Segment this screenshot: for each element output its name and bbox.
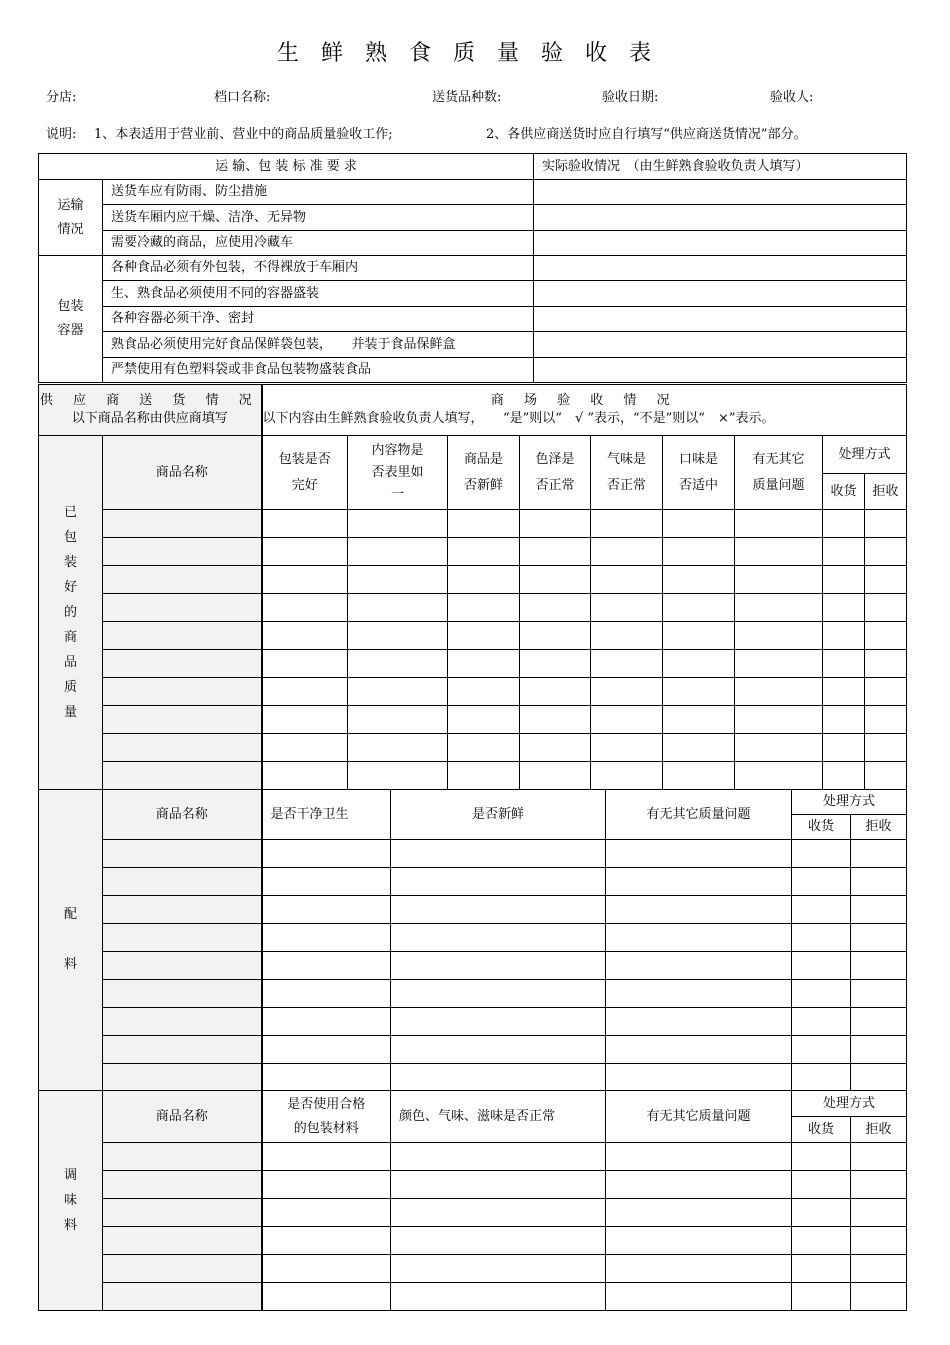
product-name-cell[interactable] <box>103 1064 262 1091</box>
check-cell[interactable] <box>348 622 448 650</box>
check-cell[interactable] <box>391 1199 606 1227</box>
product-name-cell[interactable] <box>103 1255 262 1283</box>
product-name-cell[interactable] <box>103 510 262 538</box>
check-cell[interactable] <box>591 594 663 622</box>
reject-cell[interactable] <box>865 650 907 678</box>
product-name-cell[interactable] <box>103 678 262 706</box>
check-cell[interactable] <box>448 706 520 734</box>
receive-cell[interactable] <box>792 1143 851 1171</box>
transport-item: 需要冷藏的商品，应使用冷藏车 <box>103 231 534 256</box>
check-cell[interactable] <box>520 650 591 678</box>
check-cell[interactable] <box>448 734 520 762</box>
check-cell[interactable] <box>735 762 823 790</box>
check-cell[interactable] <box>735 650 823 678</box>
receive-cell[interactable] <box>792 896 851 924</box>
reject-cell[interactable] <box>851 840 907 868</box>
check-cell[interactable] <box>606 840 792 868</box>
receive-header: 收货 <box>792 1117 851 1143</box>
transport-item: 送货车厢内应干燥、洁净、无异物 <box>103 205 534 231</box>
inspection-cell[interactable] <box>534 281 907 307</box>
product-name-cell[interactable] <box>103 1143 262 1171</box>
receive-cell[interactable] <box>823 734 865 762</box>
product-name-cell[interactable] <box>103 650 262 678</box>
check-cell[interactable] <box>520 594 591 622</box>
reject-cell[interactable] <box>865 594 907 622</box>
receive-cell[interactable] <box>823 566 865 594</box>
product-name-cell[interactable] <box>103 896 262 924</box>
reject-cell[interactable] <box>851 1008 907 1036</box>
receive-cell[interactable] <box>792 952 851 980</box>
check-cell[interactable] <box>520 566 591 594</box>
check-cell[interactable] <box>663 566 735 594</box>
check-cell[interactable] <box>520 678 591 706</box>
product-name-cell[interactable] <box>103 952 262 980</box>
reject-header: 拒收 <box>865 474 907 510</box>
check-cell[interactable] <box>348 734 448 762</box>
col-header: 口味是否适中 <box>663 436 735 510</box>
reject-cell[interactable] <box>865 538 907 566</box>
check-cell[interactable] <box>391 1283 606 1311</box>
check-cell[interactable] <box>663 538 735 566</box>
ingredients-table <box>38 789 907 1091</box>
receive-cell[interactable] <box>792 1008 851 1036</box>
receive-cell[interactable] <box>792 980 851 1008</box>
store-inspection-section <box>262 385 907 436</box>
check-cell[interactable] <box>262 538 348 566</box>
supplier-title: 供 应 商 送 货 情 况 <box>39 393 260 408</box>
check-cell[interactable] <box>606 1036 792 1064</box>
col-header: 商品是否新鲜 <box>448 436 520 510</box>
check-cell[interactable] <box>591 762 663 790</box>
product-name-cell[interactable] <box>103 734 262 762</box>
check-cell[interactable] <box>262 1227 391 1255</box>
col-header: 包装是否完好 <box>262 436 348 510</box>
receive-cell[interactable] <box>823 678 865 706</box>
reject-cell[interactable] <box>851 1036 907 1064</box>
check-cell[interactable] <box>262 952 391 980</box>
check-cell[interactable] <box>262 840 391 868</box>
note-item-2: 2、各供应商送货时应自行填写“供应商送货情况”部分。 <box>486 127 807 142</box>
check-cell[interactable] <box>663 650 735 678</box>
check-cell[interactable] <box>262 1064 391 1091</box>
check-cell[interactable] <box>663 762 735 790</box>
check-cell[interactable] <box>391 980 606 1008</box>
check-cell[interactable] <box>520 762 591 790</box>
transport-group-label: 运输情况 <box>39 180 103 256</box>
check-cell[interactable] <box>448 566 520 594</box>
receive-cell[interactable] <box>823 594 865 622</box>
check-cell[interactable] <box>262 1171 391 1199</box>
check-cell[interactable] <box>262 1199 391 1227</box>
transport-table <box>38 153 907 383</box>
product-name-header: 商品名称 <box>103 790 262 840</box>
check-cell[interactable] <box>262 762 348 790</box>
receive-header: 收货 <box>823 474 865 510</box>
check-cell[interactable] <box>391 840 606 868</box>
check-cell[interactable] <box>606 1283 792 1311</box>
check-cell[interactable] <box>262 678 348 706</box>
col-header: 有无其它质量问题 <box>606 1091 792 1143</box>
product-name-cell[interactable] <box>103 762 262 790</box>
check-cell[interactable] <box>663 510 735 538</box>
reject-cell[interactable] <box>865 622 907 650</box>
check-cell[interactable] <box>391 1255 606 1283</box>
check-cell[interactable] <box>348 650 448 678</box>
check-cell[interactable] <box>735 734 823 762</box>
inspection-cell[interactable] <box>534 205 907 231</box>
reject-cell[interactable] <box>851 1171 907 1199</box>
check-cell[interactable] <box>606 1255 792 1283</box>
reject-cell[interactable] <box>851 1255 907 1283</box>
product-name-header: 商品名称 <box>103 1091 262 1143</box>
check-cell[interactable] <box>262 1143 391 1171</box>
supplier-subtitle: 以下商品名称由供应商填写 <box>71 411 228 426</box>
check-cell[interactable] <box>606 980 792 1008</box>
packaging-group-label: 包装容器 <box>39 256 103 383</box>
check-cell[interactable] <box>591 678 663 706</box>
check-cell[interactable] <box>262 1255 391 1283</box>
reject-cell[interactable] <box>851 896 907 924</box>
check-cell[interactable] <box>348 762 448 790</box>
check-cell[interactable] <box>591 566 663 594</box>
check-cell[interactable] <box>606 1143 792 1171</box>
check-cell[interactable] <box>348 538 448 566</box>
check-cell[interactable] <box>606 896 792 924</box>
check-cell[interactable] <box>520 734 591 762</box>
product-name-cell[interactable] <box>103 1008 262 1036</box>
store-inspection-subtitle: 以下内容由生鲜熟食验收负责人填写， “是”则以“ √ ”表示，“不是”则以“ ×”表示。 <box>262 411 775 426</box>
check-cell[interactable] <box>262 734 348 762</box>
kinds-label: 送货品种数: <box>432 90 502 105</box>
check-cell[interactable] <box>735 538 823 566</box>
reject-cell[interactable] <box>851 1283 907 1311</box>
check-cell[interactable] <box>735 566 823 594</box>
receive-cell[interactable] <box>792 1036 851 1064</box>
product-name-header: 商品名称 <box>103 436 262 510</box>
receive-cell[interactable] <box>823 706 865 734</box>
check-cell[interactable] <box>391 1171 606 1199</box>
product-name-cell[interactable] <box>103 1227 262 1255</box>
transport-header: 运 输、包 装 标 准 要 求 <box>39 154 534 180</box>
reject-header: 拒收 <box>851 815 907 840</box>
check-cell[interactable] <box>448 510 520 538</box>
check-cell[interactable] <box>391 1227 606 1255</box>
check-cell[interactable] <box>348 706 448 734</box>
check-cell[interactable] <box>606 1227 792 1255</box>
store-label: 分店: <box>46 90 77 105</box>
product-name-cell[interactable] <box>103 868 262 896</box>
check-cell[interactable] <box>448 622 520 650</box>
check-cell[interactable] <box>391 1008 606 1036</box>
check-cell[interactable] <box>262 896 391 924</box>
check-cell[interactable] <box>591 734 663 762</box>
check-cell[interactable] <box>391 1064 606 1091</box>
handling-header: 处理方式 <box>823 436 907 474</box>
form-title: 生鲜熟食质量验收表 <box>276 41 673 66</box>
check-cell[interactable] <box>606 1008 792 1036</box>
inspection-cell[interactable] <box>534 256 907 281</box>
product-name-cell[interactable] <box>103 622 262 650</box>
reject-cell[interactable] <box>865 566 907 594</box>
check-cell[interactable] <box>663 622 735 650</box>
handling-header: 处理方式 <box>792 1091 907 1117</box>
check-cell[interactable] <box>448 650 520 678</box>
check-cell[interactable] <box>391 952 606 980</box>
date-label: 验收日期: <box>602 90 659 105</box>
reject-cell[interactable] <box>865 678 907 706</box>
check-cell[interactable] <box>606 924 792 952</box>
check-cell[interactable] <box>348 510 448 538</box>
seasoning-side-label: 调味料 <box>39 1091 103 1311</box>
col-header: 色泽是否正常 <box>520 436 591 510</box>
check-cell[interactable] <box>520 538 591 566</box>
check-cell[interactable] <box>348 594 448 622</box>
check-cell[interactable] <box>262 706 348 734</box>
check-cell[interactable] <box>262 650 348 678</box>
packaged-side-label: 已包装好的商品质量 <box>39 436 103 790</box>
check-cell[interactable] <box>262 924 391 952</box>
col-header: 气味是否正常 <box>591 436 663 510</box>
seasoning-table <box>38 1090 907 1311</box>
check-cell[interactable] <box>663 734 735 762</box>
check-cell[interactable] <box>606 1064 792 1091</box>
packaging-item: 各种食品必须有外包装，不得裸放于车厢内 <box>103 256 534 281</box>
packaging-item: 严禁使用有色塑料袋或非食品包装物盛装食品 <box>103 358 534 383</box>
product-name-cell[interactable] <box>103 538 262 566</box>
check-cell[interactable] <box>591 510 663 538</box>
check-cell[interactable] <box>348 678 448 706</box>
reject-cell[interactable] <box>851 1064 907 1091</box>
check-cell[interactable] <box>391 924 606 952</box>
reject-cell[interactable] <box>865 706 907 734</box>
check-cell[interactable] <box>520 706 591 734</box>
stall-label: 档口名称: <box>214 90 271 105</box>
inspection-cell[interactable] <box>534 307 907 332</box>
product-name-cell[interactable] <box>103 1036 262 1064</box>
check-cell[interactable] <box>448 762 520 790</box>
check-cell[interactable] <box>606 868 792 896</box>
reject-cell[interactable] <box>865 734 907 762</box>
product-name-cell[interactable] <box>103 980 262 1008</box>
check-cell[interactable] <box>448 594 520 622</box>
product-name-cell[interactable] <box>103 706 262 734</box>
receive-cell[interactable] <box>792 1227 851 1255</box>
check-cell[interactable] <box>448 678 520 706</box>
transport-item: 送货车应有防雨、防尘措施 <box>103 180 534 205</box>
receive-cell[interactable] <box>792 1199 851 1227</box>
check-cell[interactable] <box>391 1036 606 1064</box>
reject-cell[interactable] <box>865 510 907 538</box>
check-cell[interactable] <box>391 1143 606 1171</box>
check-cell[interactable] <box>735 594 823 622</box>
inspector-label: 验收人: <box>770 90 814 105</box>
check-cell[interactable] <box>262 566 348 594</box>
check-cell[interactable] <box>448 538 520 566</box>
check-cell[interactable] <box>520 510 591 538</box>
col-header: 是否新鲜 <box>391 790 606 840</box>
receive-cell[interactable] <box>792 1064 851 1091</box>
reject-cell[interactable] <box>851 952 907 980</box>
check-cell[interactable] <box>735 678 823 706</box>
inspection-cell[interactable] <box>534 358 907 383</box>
inspection-cell[interactable] <box>534 231 907 256</box>
receive-header: 收货 <box>792 815 851 840</box>
inspection-cell[interactable] <box>534 332 907 358</box>
receive-cell[interactable] <box>823 762 865 790</box>
product-name-cell[interactable] <box>103 566 262 594</box>
packaging-item: 各种容器必须干净、密封 <box>103 307 534 332</box>
receive-cell[interactable] <box>823 538 865 566</box>
check-cell[interactable] <box>348 566 448 594</box>
product-name-cell[interactable] <box>103 840 262 868</box>
check-cell[interactable] <box>663 678 735 706</box>
packaging-item: 熟食品必须使用完好食品保鲜袋包装， 并装于食品保鲜盒 <box>103 332 534 358</box>
reject-cell[interactable] <box>851 868 907 896</box>
check-cell[interactable] <box>591 650 663 678</box>
check-cell[interactable] <box>262 1008 391 1036</box>
receive-cell[interactable] <box>823 510 865 538</box>
check-cell[interactable] <box>262 980 391 1008</box>
check-cell[interactable] <box>663 594 735 622</box>
reject-cell[interactable] <box>851 1227 907 1255</box>
reject-cell[interactable] <box>851 924 907 952</box>
check-cell[interactable] <box>735 622 823 650</box>
product-name-cell[interactable] <box>103 1199 262 1227</box>
product-name-cell[interactable] <box>103 594 262 622</box>
check-cell[interactable] <box>520 622 591 650</box>
receive-cell[interactable] <box>792 1255 851 1283</box>
check-cell[interactable] <box>391 868 606 896</box>
check-cell[interactable] <box>606 1171 792 1199</box>
col-header: 有无其它质量问题 <box>735 436 823 510</box>
inspection-header: 实际验收情况 （由生鲜熟食验收负责人填写） <box>534 154 907 180</box>
reject-cell[interactable] <box>851 1199 907 1227</box>
check-cell[interactable] <box>663 706 735 734</box>
reject-cell[interactable] <box>851 1143 907 1171</box>
check-cell[interactable] <box>391 896 606 924</box>
check-cell[interactable] <box>262 1283 391 1311</box>
packaging-item: 生、熟食品必须使用不同的容器盛装 <box>103 281 534 307</box>
check-cell[interactable] <box>262 1036 391 1064</box>
check-cell[interactable] <box>735 510 823 538</box>
receive-cell[interactable] <box>792 840 851 868</box>
packaged-goods-table <box>38 435 907 790</box>
check-cell[interactable] <box>591 706 663 734</box>
col-header: 是否干净卫生 <box>262 790 391 840</box>
store-inspection-title: 商 场 验 收 情 况 <box>490 393 678 408</box>
inspection-cell[interactable] <box>534 180 907 205</box>
supplier-header-table <box>38 384 907 436</box>
check-cell[interactable] <box>735 706 823 734</box>
receive-cell[interactable] <box>792 868 851 896</box>
handling-header: 处理方式 <box>792 790 907 815</box>
check-cell[interactable] <box>606 1199 792 1227</box>
col-header: 颜色、气味、滋味是否正常 <box>391 1091 606 1143</box>
receive-cell[interactable] <box>792 1283 851 1311</box>
ingredients-side-label: 配 料 <box>39 790 103 1091</box>
col-header: 有无其它质量问题 <box>606 790 792 840</box>
reject-cell[interactable] <box>851 980 907 1008</box>
receive-cell[interactable] <box>792 1171 851 1199</box>
check-cell[interactable] <box>606 952 792 980</box>
check-cell[interactable] <box>262 868 391 896</box>
check-cell[interactable] <box>262 622 348 650</box>
reject-header: 拒收 <box>851 1117 907 1143</box>
supplier-section <box>39 385 262 436</box>
note-label: 说明: <box>46 127 77 142</box>
receive-cell[interactable] <box>823 650 865 678</box>
reject-cell[interactable] <box>865 762 907 790</box>
check-cell[interactable] <box>591 622 663 650</box>
product-name-cell[interactable] <box>103 1283 262 1311</box>
check-cell[interactable] <box>262 594 348 622</box>
product-name-cell[interactable] <box>103 924 262 952</box>
receive-cell[interactable] <box>823 622 865 650</box>
check-cell[interactable] <box>591 538 663 566</box>
receive-cell[interactable] <box>792 924 851 952</box>
product-name-cell[interactable] <box>103 1171 262 1199</box>
col-header: 内容物是否表里如一 <box>348 436 448 510</box>
note-item-1: 1、本表适用于营业前、营业中的商品质量验收工作; <box>94 127 393 142</box>
check-cell[interactable] <box>262 510 348 538</box>
col-header: 是否使用合格的包装材料 <box>262 1091 391 1143</box>
